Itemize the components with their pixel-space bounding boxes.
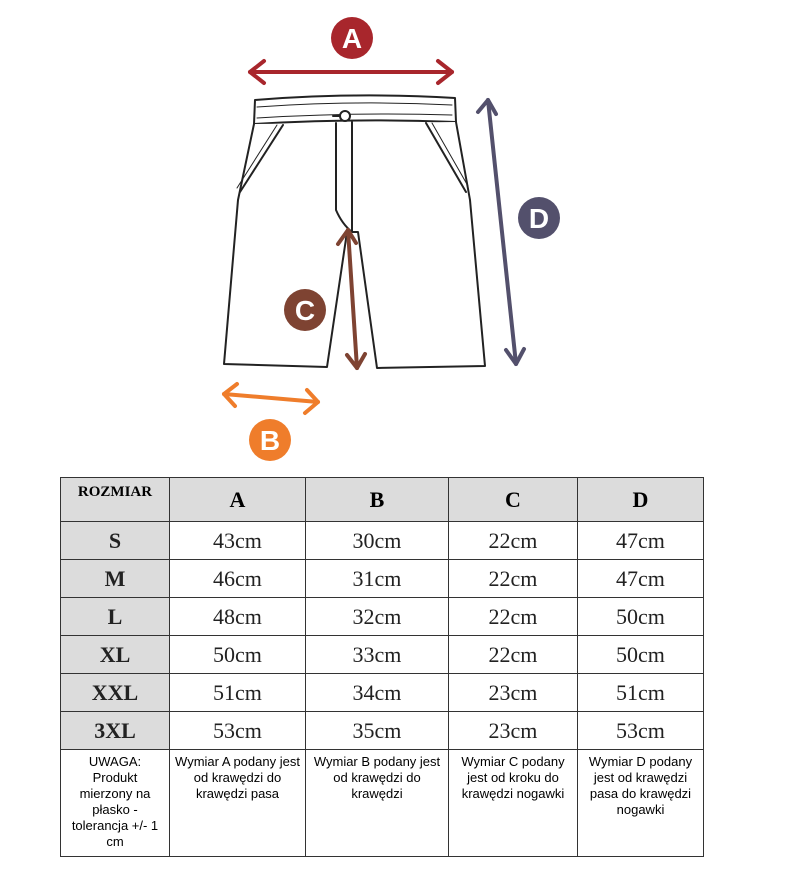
value-a: 46cm	[170, 560, 306, 598]
badge-d-label: D	[528, 203, 550, 234]
value-d: 53cm	[578, 712, 704, 750]
value-d: 50cm	[578, 636, 704, 674]
value-a: 51cm	[170, 674, 306, 712]
table-row	[61, 522, 704, 560]
note-tolerance: UWAGA: Produkt mierzony na płasko - tolerancja +/- 1 cm	[61, 750, 170, 857]
badge-b-label: B	[259, 425, 281, 456]
value-b: 33cm	[306, 636, 449, 674]
size-table	[60, 477, 704, 857]
value-a: 43cm	[170, 522, 306, 560]
size-label: 3XL	[61, 712, 170, 750]
arrow-b	[224, 384, 318, 413]
badge-d	[518, 197, 560, 239]
header-col-c: C	[449, 478, 578, 522]
badge-b	[249, 419, 291, 461]
header-col-a: A	[170, 478, 306, 522]
header-corner: ROZMIAR	[61, 478, 170, 522]
size-label: M	[61, 560, 170, 598]
note-d: Wymiar D podany jest od krawędzi pasa do krawędzi nogawki	[578, 750, 704, 857]
badge-a	[331, 17, 373, 59]
value-d: 47cm	[578, 522, 704, 560]
table-row	[61, 560, 704, 598]
size-label: XL	[61, 636, 170, 674]
value-b: 32cm	[306, 598, 449, 636]
table-header-row	[61, 478, 704, 522]
note-a: Wymiar A podany jest od krawędzi do krawędzi pasa	[170, 750, 306, 857]
button-icon	[340, 111, 350, 121]
table-row	[61, 712, 704, 750]
waistband	[254, 95, 456, 124]
header-col-d: D	[578, 478, 704, 522]
size-label: L	[61, 598, 170, 636]
size-label: XXL	[61, 674, 170, 712]
value-a: 53cm	[170, 712, 306, 750]
value-c: 23cm	[449, 712, 578, 750]
arrow-d	[478, 100, 524, 364]
value-b: 31cm	[306, 560, 449, 598]
value-a: 48cm	[170, 598, 306, 636]
value-a: 50cm	[170, 636, 306, 674]
table-row	[61, 636, 704, 674]
notes-row	[61, 750, 704, 857]
value-b: 35cm	[306, 712, 449, 750]
badge-a-label: A	[341, 23, 363, 54]
note-b: Wymiar B podany jest od krawędzi do krawędzi	[306, 750, 449, 857]
header-col-b: B	[306, 478, 449, 522]
value-d: 47cm	[578, 560, 704, 598]
table-row	[61, 598, 704, 636]
value-d: 51cm	[578, 674, 704, 712]
value-c: 22cm	[449, 598, 578, 636]
value-b: 34cm	[306, 674, 449, 712]
badge-c-label: C	[294, 295, 316, 326]
value-b: 30cm	[306, 522, 449, 560]
value-c: 22cm	[449, 560, 578, 598]
arrow-a	[250, 61, 452, 83]
value-c: 23cm	[449, 674, 578, 712]
table-row	[61, 674, 704, 712]
value-c: 22cm	[449, 522, 578, 560]
value-d: 50cm	[578, 598, 704, 636]
value-c: 22cm	[449, 636, 578, 674]
badge-c	[284, 289, 326, 331]
size-label: S	[61, 522, 170, 560]
note-c: Wymiar C podany jest od kroku do krawędzi nogawki	[449, 750, 578, 857]
